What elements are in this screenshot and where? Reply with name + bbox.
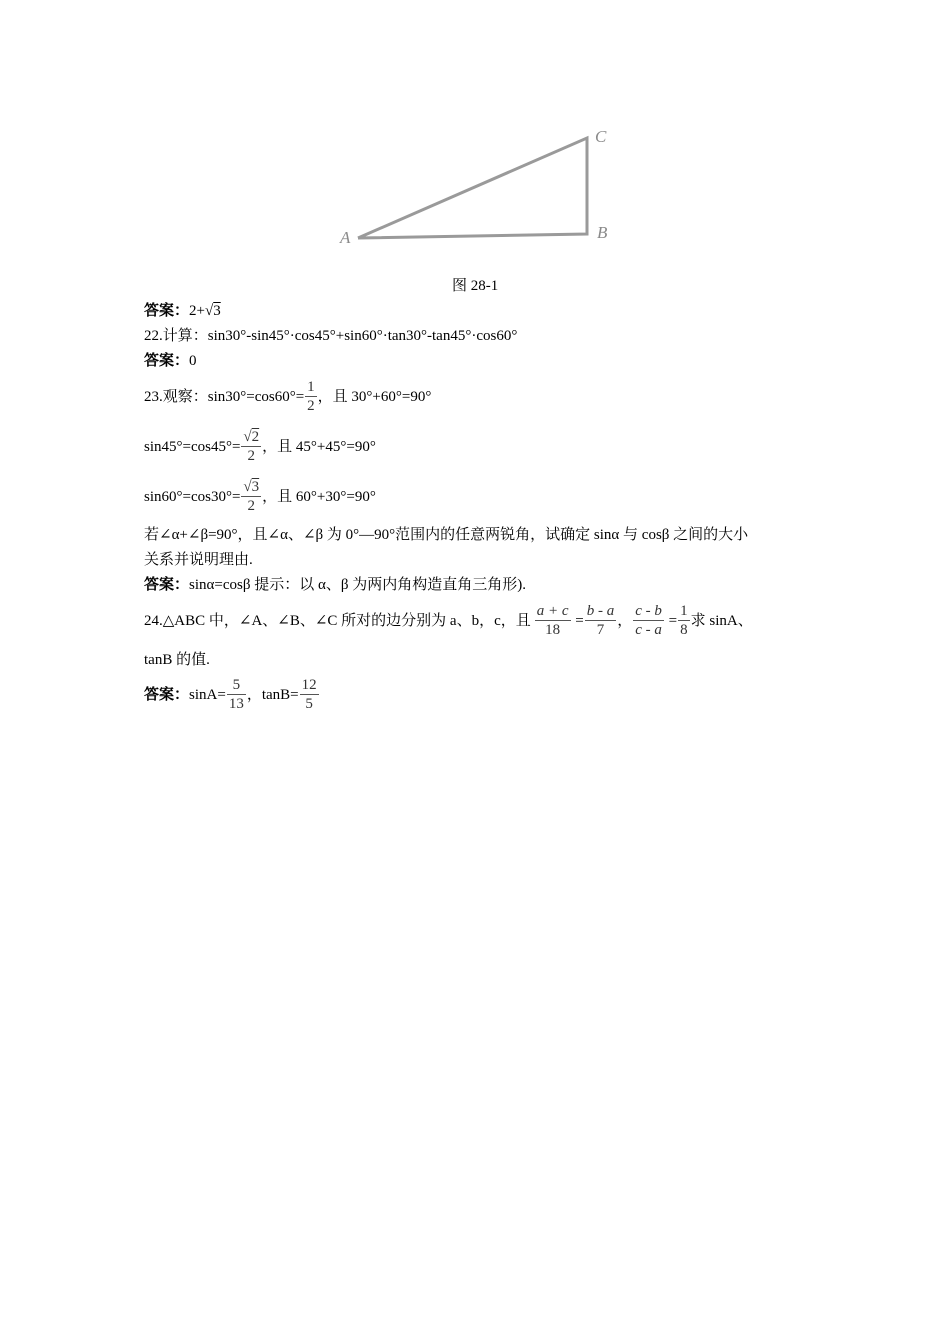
q23-line-3: sin60°=cos30°= $\frac{√3}{2}$ ，且 60°+30°=90° [144, 479, 376, 515]
answer-label: 答案： [144, 577, 190, 593]
q22-question: 22.计算：sin30°-sin45°·cos45°+sin60°·tan30°-tan45°·cos60° [144, 328, 518, 344]
q23-line-1: 23.观察：sin30°=cos60°= $\frac{1}{2}$ ，且 30°+60°=90° [144, 379, 432, 415]
q24-line-1: 24.△ABC 中，∠A、∠B、∠C 所对的边分别为 a、b，c，且 $\frac{a + c}{18}$ = $\frac{b - a}{7}$ ， $\frac{c - b}{c - a}$ = $\frac{1}{8}$ 求 sinA、 [144, 603, 753, 639]
vertex-label-b: B [597, 223, 608, 242]
sqrt-3: √3 [204, 303, 221, 319]
q24-line-2: tanB 的值. [144, 652, 210, 668]
q21-answer [144, 302, 221, 320]
fraction-a-plus-c-18: $\frac{a + c}{18}$ [536, 603, 569, 639]
q23-line-4: 若∠α+∠β=90°，且∠α、∠β 为 0°—90°范围内的任意两锐角，试确定 sinα 与 cosβ 之间的大小 [144, 527, 749, 543]
fraction-sqrt3-2: $\frac{√3}{2}$ [243, 479, 260, 515]
vertex-label-a: A [340, 228, 351, 247]
fraction-1-2: $\frac{1}{2}$ [307, 379, 315, 415]
q22-answer-value: 0 [189, 353, 197, 369]
answer-label: 答案： [144, 353, 190, 369]
fraction-c-minus-b-c-minus-a: $\frac{c - b}{c - a}$ [635, 603, 662, 639]
q23-answer-text: sinα=cosβ 提示：以 α、β 为两内角构造直角三角形). [189, 577, 526, 593]
q24-answer: 答案：sinA= $\frac{5}{13}$ ，tanB= $\frac{12}{5}$ [144, 677, 317, 713]
q23-line-2: sin45°=cos45°= $\frac{√2}{2}$ ，且 45°+45°=90° [144, 429, 376, 465]
fraction-b-minus-a-7: $\frac{b - a}{7}$ [586, 603, 615, 639]
q23-line-5: 关系并说明理由. [144, 552, 253, 568]
q22-answer [144, 352, 197, 370]
q21-answer-prefix: 2+ [189, 303, 205, 319]
fraction-5-13: $\frac{5}{13}$ [228, 677, 244, 713]
answer-label: 答案： [144, 303, 190, 319]
answer-label: 答案： [144, 687, 190, 703]
vertex-label-c: C [595, 127, 607, 146]
fraction-sqrt2-2: $\frac{√2}{2}$ [243, 429, 260, 465]
triangle-outline [358, 138, 587, 238]
triangle-figure [0, 100, 950, 360]
figure-caption: 图 28-1 [452, 278, 499, 294]
fraction-1-8: $\frac{1}{8}$ [680, 603, 688, 639]
q23-answer [144, 576, 526, 594]
fraction-12-5: $\frac{12}{5}$ [301, 677, 317, 713]
